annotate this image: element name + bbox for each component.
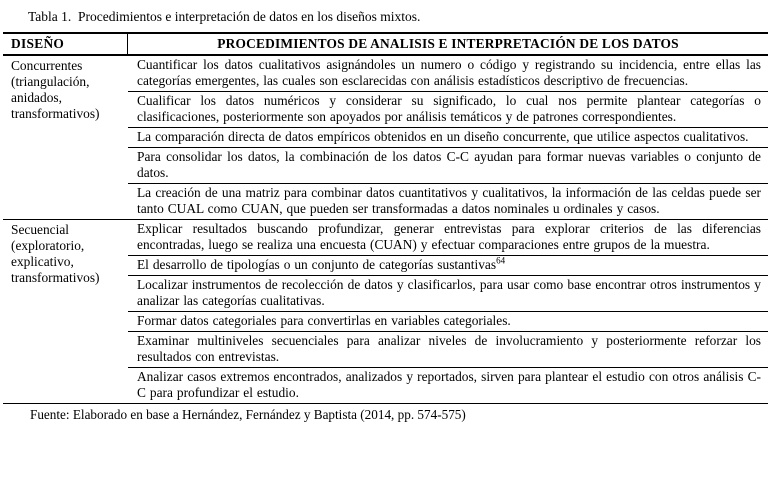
table-section-concurrentes bbox=[3, 56, 768, 220]
procedure-row: Cuantificar los datos cualitativos asignándoles un numero o código y registrando su incidencia, entre ellas las categorías emergentes, las cuales son esclarecidas con análisis estadísticos descriptivo de frecuencias. bbox=[128, 56, 768, 92]
procedure-row: Formar datos categoriales para convertirlas en variables categoriales. bbox=[128, 312, 768, 332]
source-note: Fuente: Elaborado en base a Hernández, Fernández y Baptista (2014, pp. 574-575) bbox=[30, 407, 466, 422]
data-table bbox=[3, 32, 768, 404]
procedure-row: Analizar casos extremos encontrados, analizados y reportados, sirven para plantear el estudio con otros análisis C-C para profundizar el estudio. bbox=[137, 369, 761, 400]
procedures-column bbox=[128, 220, 768, 403]
procedures-column bbox=[128, 56, 768, 219]
table-caption: Tabla 1. Procedimientos e interpretación de datos en los diseños mixtos. bbox=[28, 9, 421, 24]
column-header-diseno: DISEÑO bbox=[3, 34, 128, 54]
procedure-row bbox=[128, 256, 768, 276]
procedure-row: La creación de una matriz para combinar datos cuantitativos y cualitativos, la información de las celdas puede ser tanto CUAL como CUAN, que pueden ser transformadas a datos nominales u ordinales y casos. bbox=[137, 185, 761, 216]
footnote-reference: 64 bbox=[496, 255, 506, 266]
column-header-procedimientos: PROCEDIMIENTOS DE ANALISIS E INTERPRETACIÓN DE LOS DATOS bbox=[217, 36, 679, 51]
design-cell-secuencial: Secuencial (exploratorio, explicativo, transformativos) bbox=[11, 222, 100, 285]
procedure-row: La comparación directa de datos empíricos obtenidos en un diseño concurrente, que utilice aspectos cualitativos. bbox=[128, 128, 768, 148]
procedure-row: Examinar multiniveles secuenciales para analizar niveles de involucramiento y posteriormente reforzar los resultados con entrevistas. bbox=[128, 332, 768, 368]
procedure-row: Cualificar los datos numéricos y considerar su significado, lo cual nos permite plantear categorías o clasificaciones, posteriormente son apoyados por análisis temáticos y de patrones correspondientes. bbox=[128, 92, 768, 128]
table-header-row bbox=[3, 34, 768, 56]
table-section-secuencial bbox=[3, 220, 768, 403]
procedure-row: Para consolidar los datos, la combinación de los datos C-C ayudan para formar nuevas variables o conjunto de datos. bbox=[128, 148, 768, 184]
procedure-text: El desarrollo de tipologías o un conjunto de categorías sustantivas bbox=[137, 257, 497, 272]
design-cell-concurrentes: Concurrentes (triangulación, anidados, transformativos) bbox=[11, 58, 100, 121]
procedure-row: Explicar resultados buscando profundizar, generar entrevistas para explorar criterios de las diferencias encontradas, luego se realiza una encuesta (CUAN) y efectuar comparaciones entre grupos de la muestra. bbox=[128, 220, 768, 256]
procedure-row: Localizar instrumentos de recolección de datos y clasificarlos, para usar como base encontrar otros instrumentos y analizar las categorías cualitativas. bbox=[128, 276, 768, 312]
